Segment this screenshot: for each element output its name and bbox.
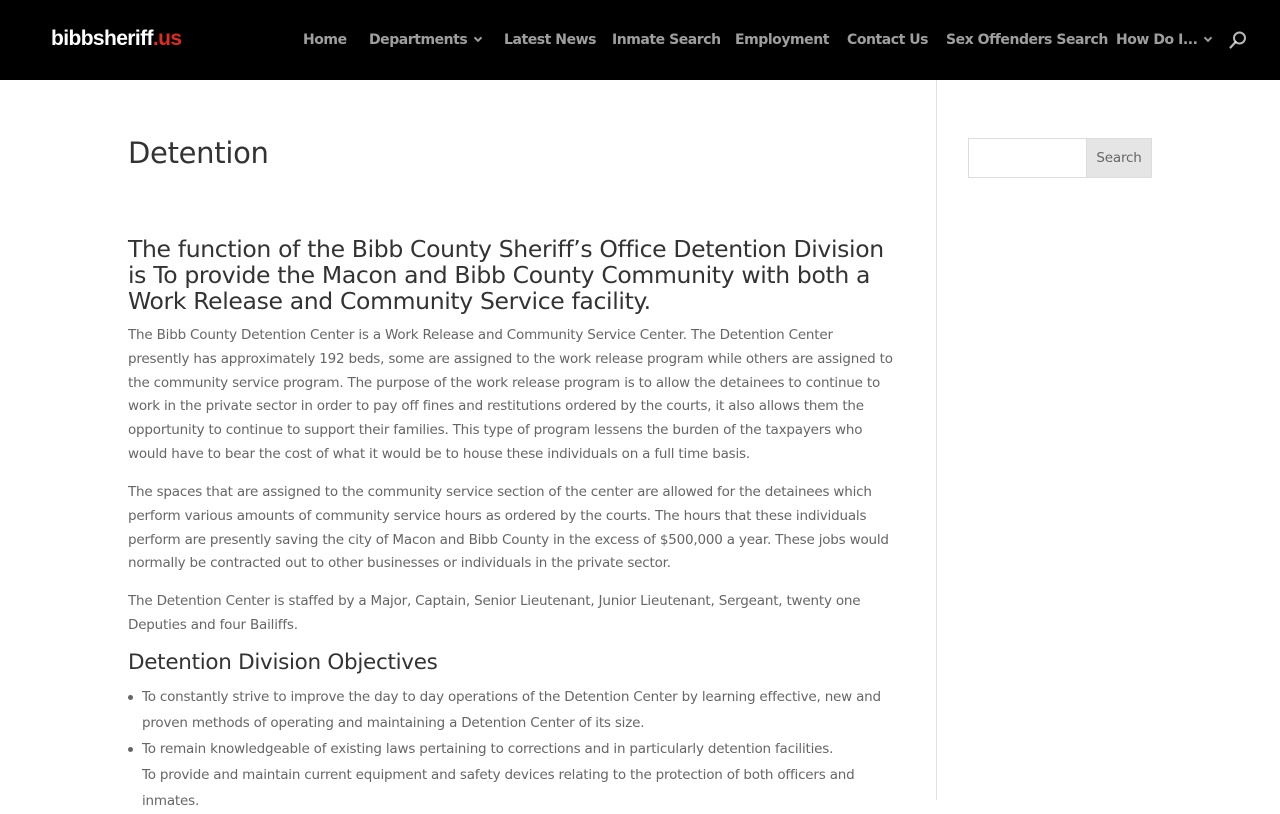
sidebar-divider [936,80,937,800]
list-item: To constantly strive to improve the day to day operations of the Detention Center by learning effective, new and proven methods of operating and maintaining a Detention Center of its size. [128,684,898,736]
nav-how-do-i[interactable] [1116,31,1211,49]
nav-departments[interactable] [369,31,481,49]
logo-main-text: bibbsheriff [51,27,153,50]
chevron-down-icon [474,34,482,42]
site-logo[interactable] [51,27,181,51]
search-icon[interactable] [1229,31,1247,49]
nav-latest-news-label: Latest News [504,32,596,48]
nav-contact-us[interactable] [847,31,928,49]
nav-sex-offenders-search-label: Sex Offenders Search [946,32,1108,48]
nav-sex-offenders-search[interactable] [946,31,1108,49]
nav-home-label: Home [303,32,347,48]
nav-latest-news[interactable] [504,31,596,49]
search-button[interactable]: Search [1086,138,1152,178]
paragraph-community-service: The spaces that are assigned to the community service section of the center are allowed for the detainees which perform various amounts of community service hours as ordered by the courts. The hours that these individuals perform are presently saving the city of Macon and Bibb County in the excess of $500,000 a year. These jobs would normally be contracted out to other businesses or individuals in the private sector. [128,484,889,572]
objectives-list [128,684,898,814]
page-title: Detention [128,136,269,170]
paragraph-work-release: The Bibb County Detention Center is a Work Release and Community Service Center. The Detention Center presently has approximately 192 beds, some are assigned to the work release program while others are assigned to the community service program. The purpose of the work release program is to allow the detainees to continue to work in the private sector in order to pay off fines and restitutions ordered by the courts, it also allows them the opportunity to continue to support their families. This type of program lessens the burden of the taxpayers who would have to bear the cost of what it would be to house these individuals on a full time basis. [128,327,893,462]
objectives-heading: Detention Division Objectives [128,650,438,675]
list-item: To remain knowledgeable of existing laws pertaining to corrections and in particularly detention facilities. [128,736,898,762]
nav-employment[interactable] [735,31,829,49]
nav-departments-label: Departments [369,32,468,48]
nav-inmate-search[interactable] [612,31,721,49]
nav-inmate-search-label: Inmate Search [612,32,721,48]
nav-home[interactable] [303,31,347,49]
search-input[interactable] [968,138,1088,178]
lead-heading: The function of the Bibb County Sheriff’s Office Detention Division is To provide the Macon and Bibb County Community with both a Work Release and Community Service facility. [128,235,884,315]
nav-how-do-i-label: How Do I... [1116,32,1198,48]
paragraph-staffing: The Detention Center is staffed by a Major, Captain, Senior Lieutenant, Junior Lieutenant, Sergeant, twenty one Deputies and four Bailiffs. [128,593,861,633]
site-header [0,0,1280,80]
nav-contact-us-label: Contact Us [847,32,929,48]
nav-employment-label: Employment [735,32,829,48]
logo-tld-text: .us [152,27,182,50]
list-item: To provide and maintain current equipment and safety devices relating to the protection of both officers and inmates. [142,767,855,809]
chevron-down-icon [1204,34,1212,42]
